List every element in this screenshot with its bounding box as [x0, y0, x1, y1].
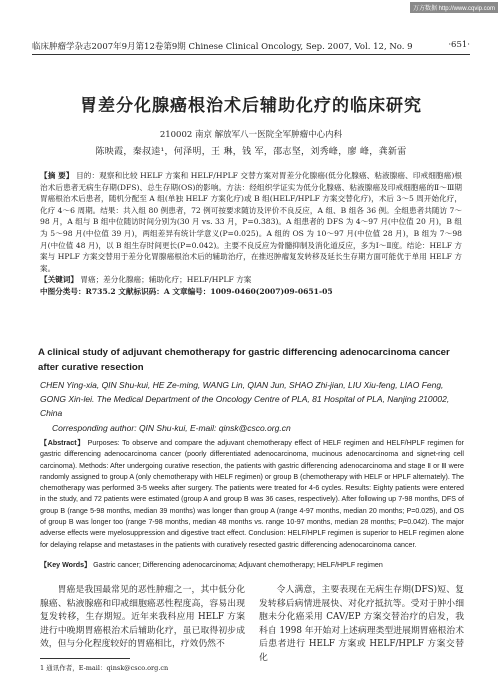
english-authors	[40, 378, 466, 420]
english-abstract-text: Purposes: To observe and compare the adjuvant chemotherapy effect of HELF regimen and HELF/HPLF regimen for gastric differencing adenocarcinoma cancer (poorly differentiated adenocarcinoma, mucinous adenocarcinoma and signet-ring cell carcinoma). Methods: After undergoing curative resection, the patients with gastric differencing adenocarcinoma and stage Ⅱ or Ⅲ were randomly assigned to group A (only chemotherapy with HELF regimen) or group B (chemotherapy with HELF or HPLF alternately). The chemotherapy was performed 3-5 weeks after surgery. The patients were treated for 4-6 cycles. Results: Eighty patients were entered in the study, and 72 patients were estimated (group A and group B was 36 cases, respectively). After following up 7-98 months, DFS of group B (range 5-98 months, median 39 months) was longer than group A (range 4-97 months, median 20 months; P=0.025), and OS of group B was longer too (range 7-98 months, median 48 months vs. range 10-97 months, median 28 months; P=0.042). The major adverse effects were myelosuppression and digestive tract effect. Conclusion: HELF/HPLF regimen is superior to HELF regimen alone for delaying relapse and metastases in the patients with curatively resected gastric differencing adenocarcinoma cancer.	[40, 439, 464, 549]
chinese-abstract	[40, 170, 462, 298]
english-keywords	[40, 560, 464, 570]
english-author-names: CHEN Ying-xia, QIN Shu-kui, HE Ze-ming, WANG Lin, QIAN Jun, SHAO Zhi-jian, LIU Xiu-feng, LIAO Feng, GONG Xin-lei.	[40, 380, 444, 404]
corresponding-author: Corresponding author: QIN Shu-kui, E-mail: qinsk@csco.org.cn	[52, 423, 291, 433]
page-number: ·651·	[448, 40, 470, 50]
footnote-divider	[40, 658, 130, 659]
abstract-label: 【摘 要】	[40, 171, 74, 180]
footnote: 1 通讯作者，E-mail：qinsk@csco.org.cn	[40, 664, 169, 672]
author-list: 陈映霞，秦叔逵¹，何泽明，王 琳，钱 军，邵志坚，刘秀峰，廖 峰，龚新雷	[95, 147, 407, 157]
english-abstract	[40, 438, 464, 551]
classification-line: 中图分类号：R735.2 文献标识码：A 文章编号：1009-0460(2007)09-0651-05	[40, 286, 333, 296]
english-title: A clinical study of adjuvant chemotherapy for gastric differencing adenocarcinoma cancer after curative resection	[38, 347, 450, 373]
keywords-text: 胃癌；差分化腺癌；辅助化疗；HELF/HPLF 方案	[80, 275, 252, 285]
english-abstract-label: 【Abstract】	[40, 439, 86, 447]
english-keywords-text: Gastric cancer; Differencing adenocarcinoma; Adjuvant chemotherapy; HELF/HPLF regimen	[93, 561, 383, 569]
watermark: 万方数据 http://www.cqvip.com	[410, 2, 498, 13]
body-column-right: 令人满意，主要表现在无病生存期(DFS)短、复发转移后病情进展快、对化疗抵抗等。受对于肿小细胞未分化癌采用 CAV/EP 方案交替治疗的启发，我科自 1998 年开始对上述病理类型进展期胃癌根治术后患者进行 HELF 方案或 HELF/HPLF 方案交替化	[259, 585, 464, 663]
running-header	[32, 40, 470, 55]
english-keywords-label: 【Key Words】	[40, 561, 92, 569]
running-header-journal: 临床肿瘤学杂志2007年9月第12卷第9期 Chinese Clinical Oncology, Sep. 2007, Vol. 12, No. 9	[32, 42, 413, 52]
article-title: 胃差分化腺癌根治术后辅助化疗的临床研究	[80, 96, 422, 116]
abstract-text: 目的：观察和比较 HELF 方案和 HELF/HPLF 交替方案对胃差分化腺癌(低分化腺癌、粘液腺癌、印戒细胞癌)根治术后患者无病生存期(DFS)、总生存期(OS)的影响。方法：经组织学证实为低分化腺癌、粘液腺癌及印戒细胞癌的Ⅱ～Ⅲ期胃癌根治术后患者，随机分配至 A 组(单独 HELF 方案化疗)或 B 组(HELF/HPLF 方案交替化疗)，术后 3～5 周开始化疗，化疗 4～6 周期。结果：共入组 80 例患者，72 例可按要求随访及评价不良反应，A 组、B 组各 36 例。全组患者共随访 7～98 月，A 组与 B 组中位随访时间分别为(30 月 vs. 33 月，P=0.383)。A 组患者的 DFS 为 4～97 月(中位值 20 月)，B 组为 5～98 月(中位值 39 月)，两组差异有统计学意义(P=0.025)。A 组的 OS 为 10～97 月(中位值 28 月)，B 组为 7～98 月(中位值 48 月)，以 B 组生存时间更长(P=0.042)。主要不良反应为骨髓抑制及消化道反应，多为Ⅰ～Ⅱ度。结论：HELF 方案与 HPLF 方案交替用于差分化胃腺癌根治术后的辅助治疗，在推迟肿瘤复发转移及延长生存期方面可能优于单用 HELF 方案。	[40, 171, 462, 273]
keywords-label: 【关键词】	[40, 275, 78, 285]
english-institution: The Medical Department of the Oncology Centre of PLA, 81 Hospital of PLA, Nanjing 210002, China	[40, 394, 450, 418]
body-column-left: 胃癌是我国最常见的恶性肿瘤之一，其中低分化腺癌、粘液腺癌和印戒细胞癌恶性程度高，容易出现复发转移，生存期短。近年来我科应用 HELF 方案进行中晚期胃癌根治术后辅助化疗，虽已取得初步成效，但与分化程度较好的胃癌相比，疗效仍然不	[40, 585, 245, 650]
affiliation: 210002 南京 解放军八一医院全军肿瘤中心内科	[159, 130, 343, 140]
